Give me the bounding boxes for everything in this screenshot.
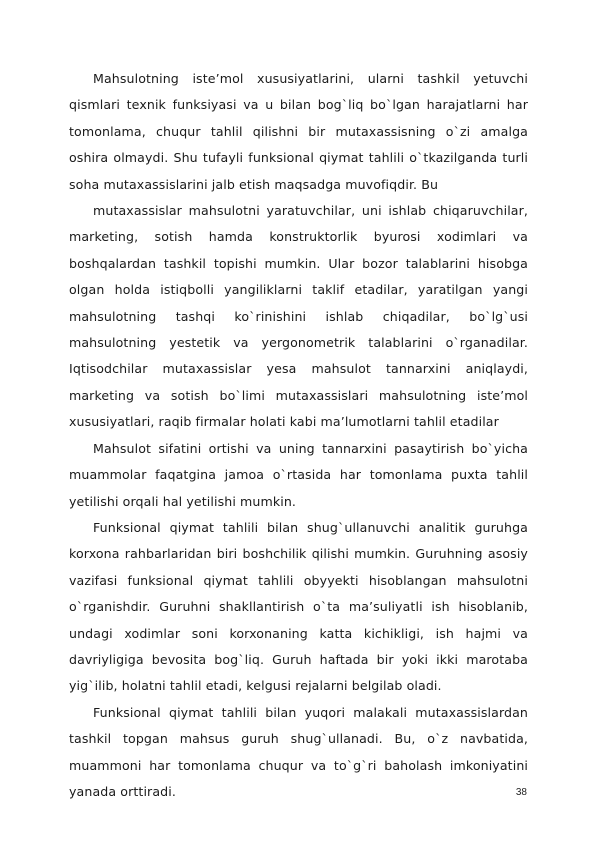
page-number: 38 <box>515 787 527 798</box>
paragraph-5: Funksional qiymat tahlili bilan yuqori malakali mutaxassislardan tashkil topgan mahsus guruh shug`ullanadi. Bu, o`z navbatida, muammoni har tomonlama chuqur va to`g`ri baholash imkoniyatini yanada orttiradi. <box>69 704 528 799</box>
paragraph-2: mutaxassislar mahsulotni yaratuvchilar, uni ishlab chiqaruvchilar, marketing, sotish hamda konstruktorlik byurosi xodimlari va boshqalardan tashkil topishi mumkin. Ular bozor talablarini hisobga olgan holda istiqbolli yangiliklarni taklif etadilar, yaratilgan yangi mahsulotning tashqi ko`rinishini ishlab chiqadilar, bo`lg`usi mahsulotning yestetik va yergonometrik talablarini o`rganadilar. Iqtisodchilar mutaxassislar yesa mahsulot tannarxini aniqlaydi, marketing va sotish bo`limi mutaxassislari mahsulotning iste’mol xususiyatlari, raqib firmalar holati kabi ma’lumotlarni tahlil etadilar <box>69 203 528 430</box>
paragraph-1: Mahsulotning iste’mol xususiyatlarini, ularni tashkil yetuvchi qismlari texnik funksiyasi va u bilan bog`liq bo`lgan harajatlarni har tomonlama, chuqur tahlil qilishni bir mutaxassisning o`zi amalga oshira olmaydi. Shu tufayli funksional qiymat tahlili o`tkazilganda turli soha mutaxassislarini jalb etish maqsadga muvofiqdir. Bu <box>69 71 528 192</box>
document-page <box>69 66 528 805</box>
paragraph-3: Mahsulot sifatini ortishi va uning tannarxini pasaytirish bo`yicha muammolar faqatgina jamoa o`rtasida har tomonlama puxta tahlil yetilishi orqali hal yetilishi mumkin. <box>69 440 528 509</box>
paragraph-4: Funksional qiymat tahlili bilan shug`ullanuvchi analitik guruhga korxona rahbarlaridan biri boshchilik qilishi mumkin. Guruhning asosiy vazifasi funksional qiymat tahlili obyyekti hisoblangan mahsulotni o`rganishdir. Guruhni shakllantirish o`ta ma’suliyatli ish hisoblanib, undagi xodimlar soni korxonaning katta kichikligi, ish hajmi va davriyligiga bevosita bog`liq. Guruh haftada bir yoki ikki marotaba yig`ilib, holatni tahlil etadi, kelgusi rejalarni belgilab oladi. <box>69 519 528 694</box>
